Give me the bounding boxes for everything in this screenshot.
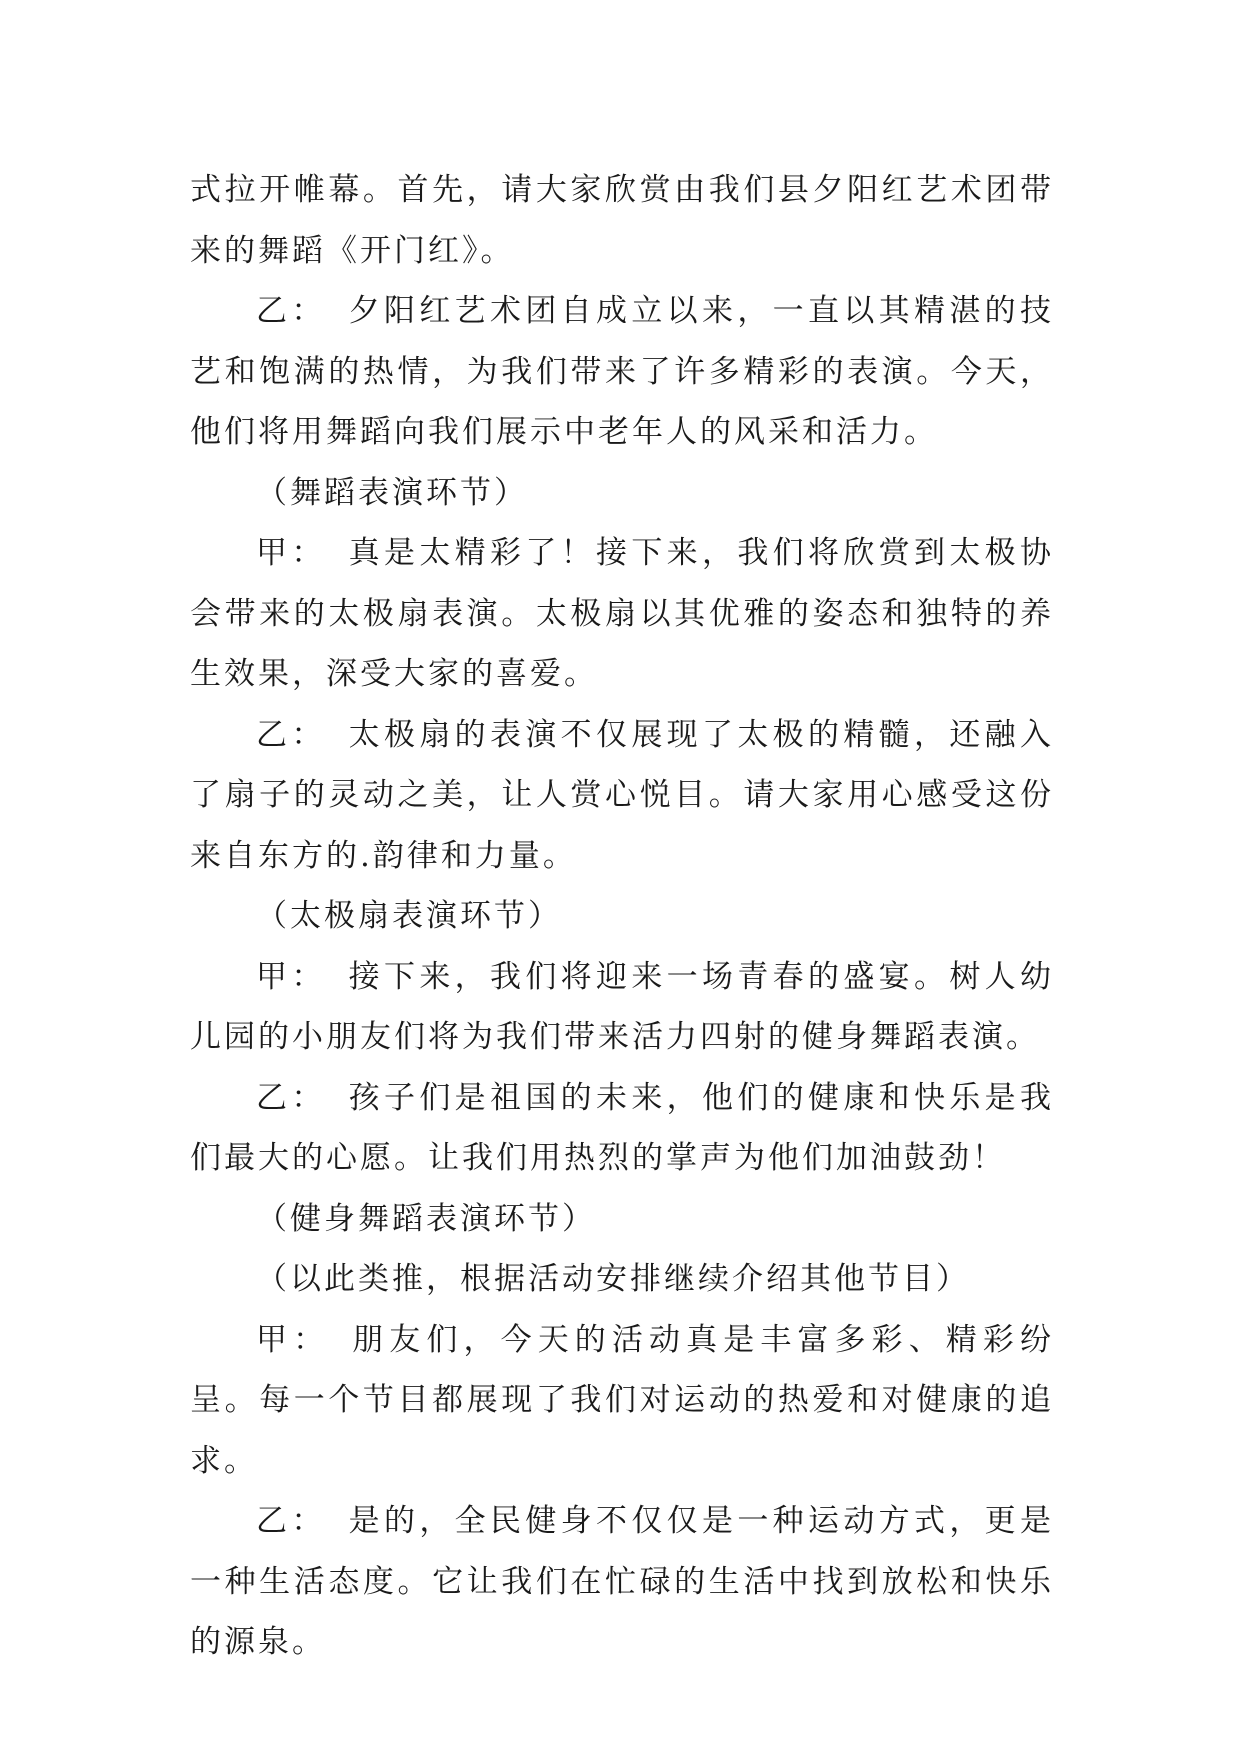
speaker-label: 乙： <box>256 1503 327 1539</box>
paragraph-text: （太极扇表演环节） <box>256 898 562 934</box>
speaker-label: 甲： <box>256 1321 331 1358</box>
paragraph-text: 接下来，我们将迎来一场青春的盛宴。树人幼儿园的小朋友们将为我们带来活力四射的健身舞蹈表演。 <box>190 958 1055 1055</box>
speaker-label: 乙： <box>256 1079 327 1116</box>
paragraph <box>190 523 1054 705</box>
paragraph <box>190 281 1054 463</box>
stage-direction <box>190 463 1054 524</box>
paragraph <box>190 947 1054 1068</box>
paragraph-text: 夕阳红艺术团自成立以来，一直以其精湛的技艺和饱满的热情，为我们带来了许多精彩的表演。今天，他们将用舞蹈向我们展示中老年人的风采和活力。 <box>190 293 1055 450</box>
speaker-label: 乙： <box>256 293 327 329</box>
paragraph-text: （以此类推，根据活动安排继续介绍其他节目） <box>256 1261 970 1297</box>
paragraph-text: （舞蹈表演环节） <box>256 474 528 511</box>
paragraph-text: 是的，全民健身不仅仅是一种运动方式，更是一种生活态度。它让我们在忙碌的生活中找到放松和快乐的源泉。 <box>190 1503 1055 1660</box>
paragraph-text: （健身舞蹈表演环节） <box>256 1200 596 1237</box>
document-body <box>190 160 1054 1673</box>
speaker-label: 甲： <box>256 958 327 995</box>
paragraph <box>190 705 1054 887</box>
paragraph <box>190 1068 1054 1189</box>
paragraph <box>190 160 1054 281</box>
stage-direction <box>190 1249 1054 1310</box>
paragraph <box>190 1310 1054 1492</box>
speaker-label: 乙： <box>256 716 327 753</box>
paragraph <box>190 1491 1054 1673</box>
paragraph-text: 式拉开帷幕。首先，请大家欣赏由我们县夕阳红艺术团带来的舞蹈《开门红》。 <box>190 172 1054 269</box>
paragraph-text: 朋友们，今天的活动真是丰富多彩、精彩纷呈。每一个节目都展现了我们对运动的热爱和对健康的追求。 <box>190 1321 1055 1479</box>
paragraph-text: 太极扇的表演不仅展现了太极的精髓，还融入了扇子的灵动之美，让人赏心悦目。请大家用心感受这份来自东方的.韵律和力量。 <box>190 716 1055 874</box>
stage-direction <box>190 1189 1054 1250</box>
paragraph-text: 真是太精彩了！接下来，我们将欣赏到太极协会带来的太极扇表演。太极扇以其优雅的姿态和独特的养生效果，深受大家的喜爱。 <box>190 535 1055 692</box>
paragraph-text: 孩子们是祖国的未来，他们的健康和快乐是我们最大的心愿。让我们用热烈的掌声为他们加油鼓劲！ <box>190 1079 1055 1176</box>
speaker-label: 甲： <box>256 535 327 571</box>
stage-direction <box>190 886 1054 947</box>
